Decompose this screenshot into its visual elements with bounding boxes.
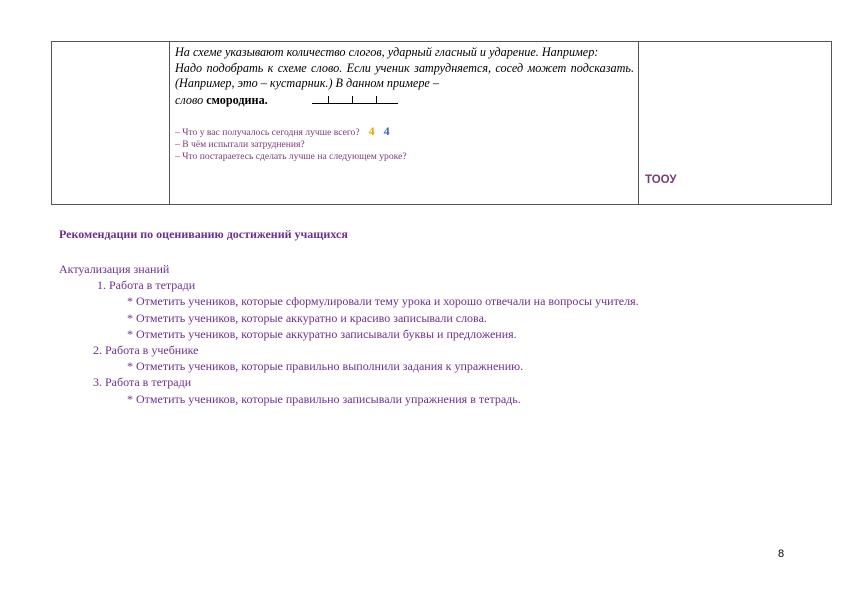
- recommendations-heading: Рекомендации по оцениванию достижений учащихся: [59, 227, 348, 241]
- list-item: [175, 151, 634, 163]
- score-badge-blue: 4: [383, 124, 390, 138]
- lesson-table: [51, 41, 832, 205]
- list-item: 3. Работа в тетради: [93, 375, 192, 390]
- score-badge-yellow: 4: [368, 124, 375, 138]
- page-number: 8: [778, 548, 785, 560]
- list-item: * Отметить учеников, которые аккуратно и красиво записывали слова.: [127, 310, 487, 325]
- example-word: смородина.: [206, 92, 268, 107]
- list-item: * Отметить учеников, которые правильно выполнили задания к упражнению.: [127, 359, 524, 374]
- word-prefix: слово: [175, 92, 204, 107]
- question-text: – Что у вас получалось сегодня лучше всего?: [175, 127, 360, 138]
- table-row: [52, 42, 832, 205]
- syllable-scheme-icon: [312, 92, 398, 104]
- assessment-label: ТООУ: [645, 174, 677, 186]
- question-text: – Что постараетесь сделать лучше на следующем уроке?: [175, 151, 407, 162]
- list-item: 1. Работа в тетради: [97, 278, 196, 293]
- instruction-text: Надо подобрать к схеме слово. Если ученик затрудняется, сосед может подсказать. (Например, это – кустарник.) В данном примере –: [175, 60, 634, 90]
- list-item: 2. Работа в учебнике: [93, 343, 199, 358]
- pick-word-instruction: [175, 61, 634, 92]
- question-text: – В чём испытали затруднения?: [175, 139, 305, 150]
- list-item: * Отметить учеников, которые сформулировали тему урока и хорошо отвечали на вопросы учителя.: [127, 294, 639, 309]
- table-cell-content: [170, 42, 639, 205]
- reflection-questions: [175, 125, 634, 163]
- section-title: Актуализация знаний: [59, 262, 170, 276]
- list-item: * Отметить учеников, которые аккуратно записывали буквы и предложения.: [127, 326, 517, 341]
- table-cell-right: [639, 42, 832, 205]
- list-item: [175, 125, 634, 139]
- list-item: * Отметить учеников, которые правильно записывали упражнения в тетрадь.: [127, 391, 521, 406]
- example-word-line: [175, 92, 634, 109]
- table-cell-left: [52, 42, 170, 205]
- recommendations-content: [59, 261, 639, 407]
- list-item: [175, 139, 634, 151]
- scheme-description: На схеме указывают количество слогов, ударный гласный и ударение. Например:: [175, 45, 599, 59]
